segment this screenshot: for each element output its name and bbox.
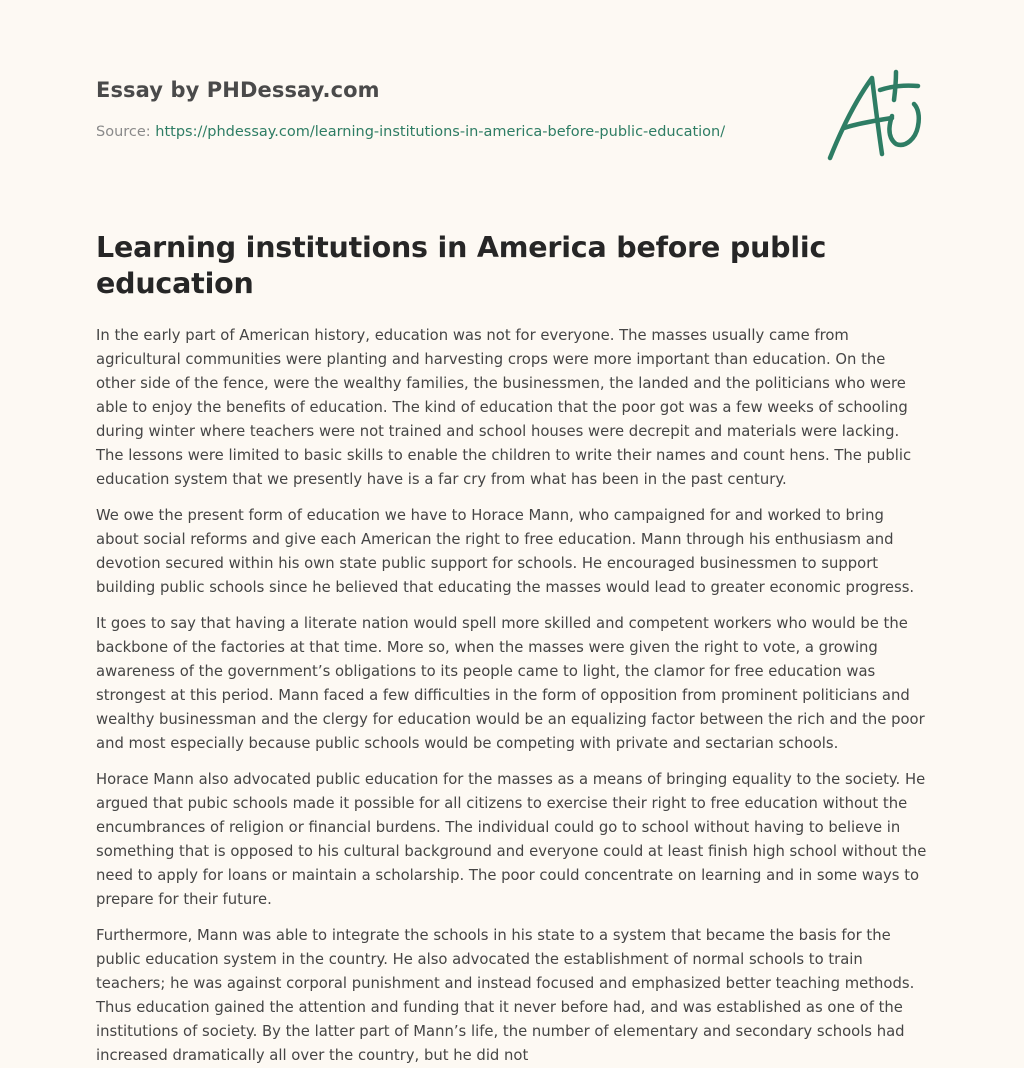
site-brand: Essay by PHDessay.com xyxy=(96,78,380,102)
paragraph: Horace Mann also advocated public education for the masses as a means of bringing equality to the society. He argued that pubic schools made it possible for all citizens to exercise their right to free education without the encumbrances of religion or financial burdens. The individual could go to school without having to believe in something that is opposed to his cultural background and everyone could at least finish high school without the need to apply for loans or maintain a scholarship. The poor could concentrate on learning and in some ways to prepare for their future. xyxy=(96,771,927,908)
article-title: Learning institutions in America before public education xyxy=(96,231,827,300)
paragraph: Furthermore, Mann was able to integrate the schools in his state to a system that became the basis for the public education system in the country. He also advocated the establishment of normal schools to train teachers; he was against corporal punishment and instead focused and emphasized better teaching methods. Thus education gained the attention and funding that it never before had, and was established as one of the institutions of society. By the latter part of Mann’s life, the number of elementary and secondary schools had increased dramatically all over the country, but he did not xyxy=(96,927,915,1064)
paragraph: We owe the present form of education we have to Horace Mann, who campaigned for and worked to bring about social reforms and give each American the right to free education. Mann through his enthusiasm and devotion secured within his own state public support for schools. He encouraged businessmen to support building public schools since he believed that educating the masses would lead to greater economic progress. xyxy=(96,507,915,596)
source-link[interactable]: https://phdessay.com/learning-institutions-in-america-before-public-education/ xyxy=(155,124,726,140)
a-plus-logo-icon xyxy=(822,66,930,166)
page-header xyxy=(96,0,928,160)
source-label: Source: xyxy=(96,124,156,140)
source-line xyxy=(96,124,725,140)
paragraph: In the early part of American history, education was not for everyone. The masses usually came from agricultural communities were planting and harvesting crops were more important than education. On the other side of the fence, were the wealthy families, the businessmen, the landed and the politicians who were able to enjoy the benefits of education. The kind of education that the poor got was a few weeks of schooling during winter where teachers were not trained and school houses were decrepit and materials were lacking. The lessons were limited to basic skills to enable the children to write their names and count hens. The public education system that we presently have is a far cry from what has been in the past century. xyxy=(96,327,912,488)
paragraph: It goes to say that having a literate nation would spell more skilled and competent workers who would be the backbone of the factories at that time. More so, when the masses were given the right to vote, a growing awareness of the government’s obligations to its people came to light, the clamor for free education was strongest at this period. Mann faced a few difficulties in the form of opposition from prominent politicians and wealthy businessman and the clergy for education would be an equalizing factor between the rich and the poor and most especially because public schools would be competing with private and sectarian schools. xyxy=(96,615,925,752)
article-body xyxy=(96,324,928,1068)
